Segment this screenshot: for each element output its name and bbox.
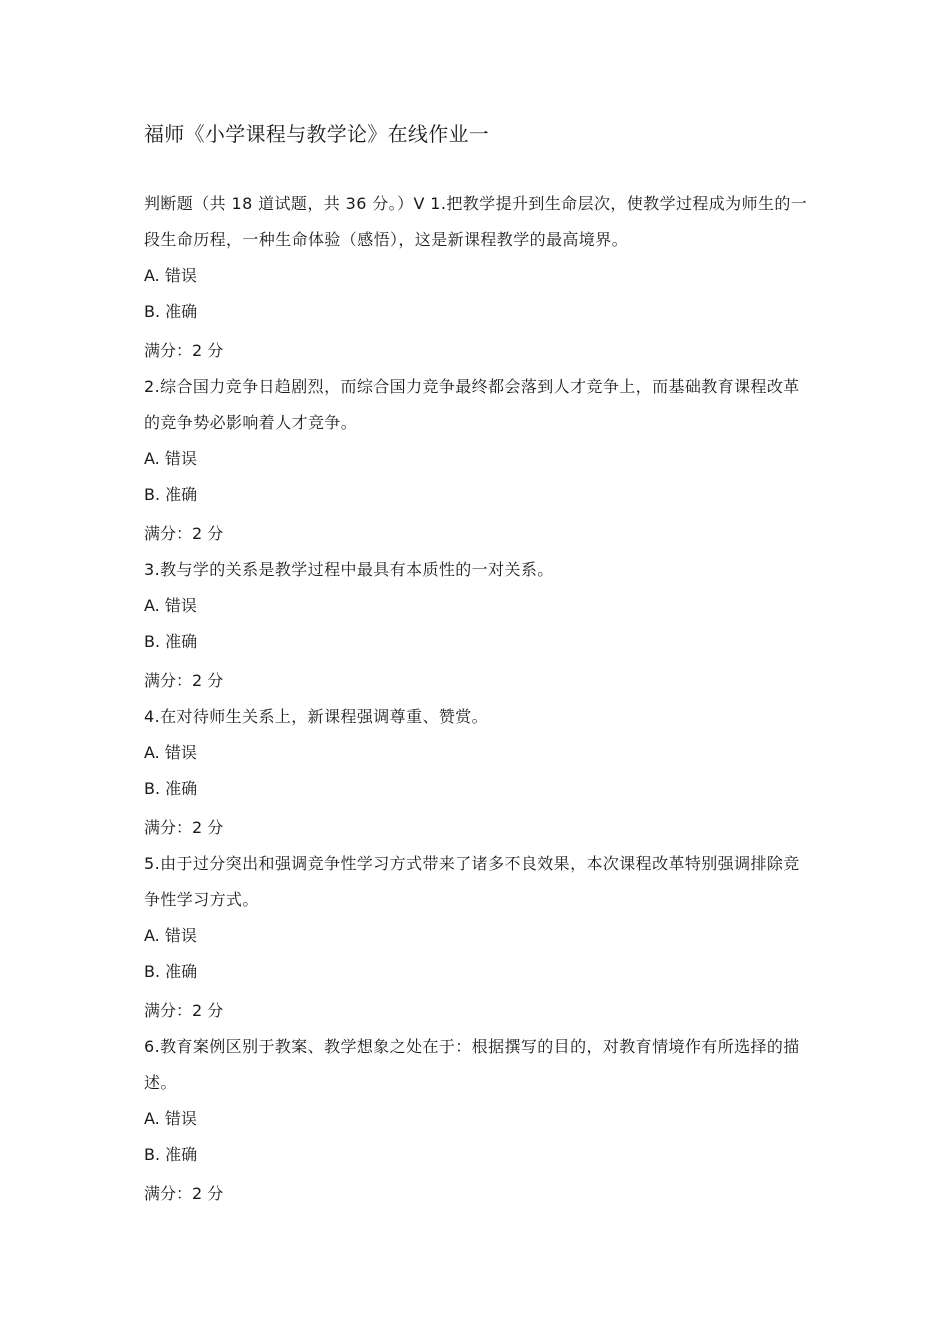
question-body: 在对待师生关系上，新课程强调尊重、赞赏。	[160, 707, 489, 726]
score-label: 满分：2 分	[144, 341, 224, 360]
question-body: 由于过分突出和强调竞争性学习方式带来了诸多不良效果，本次课程改革特别强调排除竞争性学习方式。	[144, 854, 800, 909]
question-text	[144, 1029, 810, 1101]
option-a: A. 错误	[144, 926, 197, 945]
option-a: A. 错误	[144, 266, 197, 285]
question-text	[144, 699, 810, 735]
question-4	[144, 699, 810, 846]
question-list	[144, 186, 810, 1212]
question-number: 6.	[144, 1037, 161, 1056]
option-b: B. 准确	[144, 962, 198, 981]
question-6	[144, 1029, 810, 1212]
document-title: 福师《小学课程与教学论》在线作业一	[144, 122, 490, 146]
score-label: 满分：2 分	[144, 671, 224, 690]
question-body: 教育案例区别于教案、教学想象之处在于：根据撰写的目的，对教育情境作有所选择的描述。	[144, 1037, 800, 1092]
question-5	[144, 846, 810, 1029]
question-number: 2.	[144, 377, 161, 396]
option-a: A. 错误	[144, 596, 197, 615]
question-text	[144, 369, 810, 441]
question-body: 把教学提升到生命层次，使教学过程成为师生的一段生命历程，一种生命体验（感悟），这是新课程教学的最高境界。	[144, 194, 808, 249]
question-2	[144, 369, 810, 552]
option-b: B. 准确	[144, 485, 198, 504]
score-label: 满分：2 分	[144, 818, 224, 837]
question-3	[144, 552, 810, 699]
question-1	[144, 186, 810, 369]
option-a: A. 错误	[144, 1109, 197, 1128]
option-a: A. 错误	[144, 449, 197, 468]
option-b: B. 准确	[144, 632, 198, 651]
option-b: B. 准确	[144, 302, 198, 321]
question-number: 3.	[144, 560, 161, 579]
question-number: 4.	[144, 707, 161, 726]
option-b: B. 准确	[144, 1145, 198, 1164]
question-number: 5.	[144, 854, 161, 873]
question-body: 教与学的关系是教学过程中最具有本质性的一对关系。	[160, 560, 554, 579]
question-text	[144, 846, 810, 918]
score-label: 满分：2 分	[144, 524, 224, 543]
option-a: A. 错误	[144, 743, 197, 762]
score-label: 满分：2 分	[144, 1001, 224, 1020]
option-b: B. 准确	[144, 779, 198, 798]
section-header: 判断题（共 18 道试题，共 36 分。）V 1.	[144, 194, 447, 213]
question-text	[144, 552, 810, 588]
score-label: 满分：2 分	[144, 1184, 224, 1203]
question-text	[144, 186, 810, 258]
question-body: 综合国力竞争日趋剧烈，而综合国力竞争最终都会落到人才竞争上，而基础教育课程改革的竞争势必影响着人才竞争。	[144, 377, 800, 432]
